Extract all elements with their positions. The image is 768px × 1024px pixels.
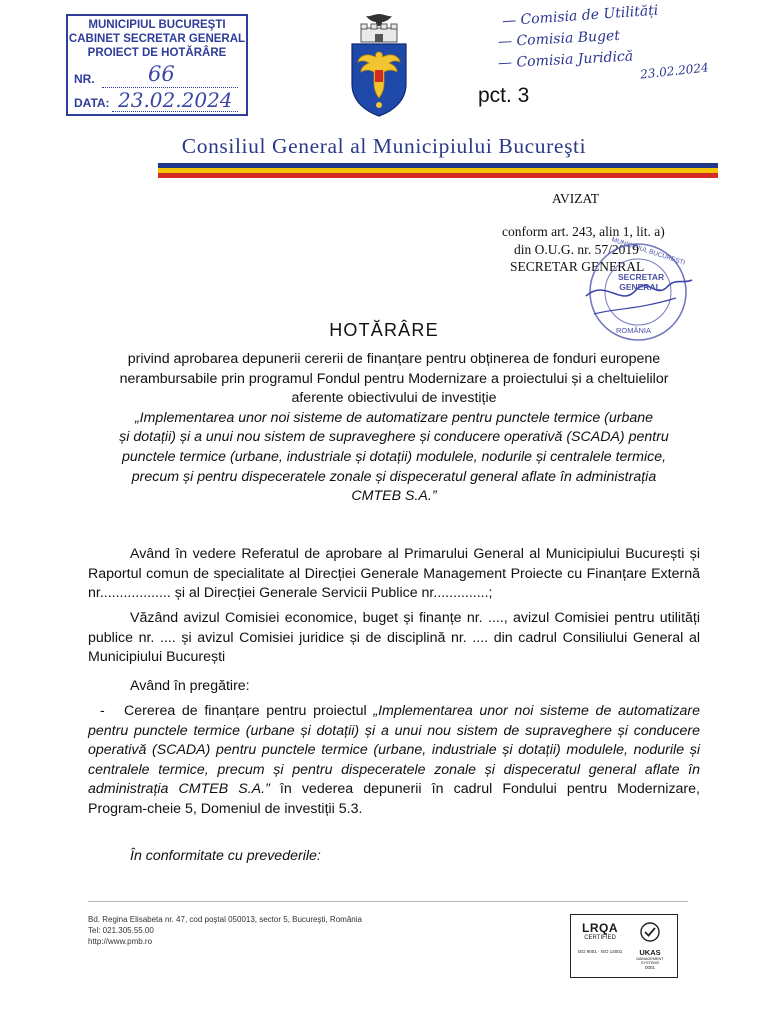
agenda-point: pct. 3 <box>478 84 530 107</box>
avizat-line-3: SECRETAR GENERAL <box>510 259 645 274</box>
handwritten-note-2: — Comisia Buget <box>497 27 621 51</box>
lrqa-iso: ISO 9001 · ISO 14001 <box>577 949 623 954</box>
footer-website: http://www.pmb.ro <box>88 937 153 946</box>
funding-request-tail: în vederea depunerii în cadrul Fondului pentru Modernizare, Program-cheie 5, Domeniul de investiții 5.3. <box>88 781 700 817</box>
footer-address: Bd. Regina Elisabeta nr. 47, cod poştal 050013, sector 5, Bucureşti, România <box>88 915 362 924</box>
subject-italic-4: precum și pentru dispeceratele zonale și dispeceratul general aflate în administrația <box>131 468 657 485</box>
funding-request-lead: Cererea de finanțare pentru proiectul <box>124 703 374 719</box>
stamp-date-label: DATA: <box>74 96 110 110</box>
stamp-nr-label: NR. <box>74 72 95 86</box>
tricolor-red <box>158 173 718 178</box>
list-dash: - <box>100 703 105 719</box>
seal-ring-text: MUNICIPIUL BUCUREŞTI <box>610 236 686 267</box>
seal-center-line-2: GENERAL <box>619 282 661 292</box>
seal-center-line-1: SECRETAR <box>618 272 665 282</box>
paragraph-having-regard: Având în vedere Referatul de aprobare al Primarului General al Municipiului București și Raportul comun de specialitate al Direcției Generale Management Proiecte cu Finanțare Externă nr.................. și al Direcției Generale Servicii Publice nr..............; <box>88 546 700 602</box>
ukas-crown-icon <box>639 921 661 943</box>
document-title: HOTĂRÂRE <box>329 320 439 340</box>
lrqa-certified: CERTIFIED <box>584 935 616 941</box>
ukas-logo <box>629 921 671 970</box>
avizat-title: AVIZAT <box>552 191 599 206</box>
ukas-number: 0001 <box>644 965 655 970</box>
paragraph-funding-request <box>88 702 700 820</box>
funding-request-project: „Implementarea unor noi sisteme de automatizare pentru punctele termice (urbane și dotații) și a unui nou sistem de supraveghere și conducere operativă (SCADA) pentru punctele termice (urbane, industriale și dotații) modulele, nodurile și centralele termice, precum și pentru dispeceratele zonale și dispeceratul general aflate în administrația CMTEB S.A.” <box>88 703 700 798</box>
stamp-line-1: MUNICIPIUL BUCUREŞTI <box>88 19 226 31</box>
paragraph-seeing-opinions: Văzând avizul Comisiei economice, buget și finanțe nr. ...., avizul Comisiei pentru utilități publice nr. .... și avizul Comisiei juridice și de disciplină nr. .... din cadrul Consiliului General al Municipiului București <box>88 610 700 666</box>
footer-contact <box>88 914 362 947</box>
stamp-nr-value: 66 <box>148 62 175 86</box>
registration-stamp <box>66 14 248 116</box>
paragraph-in-preparation: Având în pregătire: <box>130 678 250 694</box>
subject-italic-1: „Implementarea unor noi sisteme de automatizare pentru punctele termice (urbane <box>134 409 654 426</box>
council-name: Consiliul General al Municipiului Bucureşti <box>181 134 587 158</box>
document-subject <box>88 350 700 507</box>
lrqa-text: LRQA <box>582 921 618 935</box>
ukas-sub: MANAGEMENT SYSTEMS <box>636 957 664 965</box>
footer-divider <box>88 901 688 902</box>
subject-italic-2: și dotații) și a unui nou sistem de supraveghere și conducere operativă (SCADA) pentru <box>119 429 669 446</box>
subject-line-3: aferente obiectivului de investiție <box>291 390 497 407</box>
seal-bottom-text: ROMÂNIA <box>616 326 652 335</box>
avizat-line-1: conform art. 243, alin 1, lit. a) <box>502 224 665 239</box>
handwritten-date: 23.02.2024 <box>639 60 710 82</box>
subject-italic-3: punctele termice (urbane, industriale și dotații) modulele, nodurile și centralele termice, <box>121 448 667 465</box>
footer-phone: Tel: 021.305.55.00 <box>88 926 154 935</box>
certification-box <box>570 914 678 978</box>
tricolor-rule <box>158 163 718 178</box>
subject-line-2: nerambursabile prin programul Fondul pentru Modernizare a proiectului și a cheltuielilor <box>119 370 669 387</box>
bucharest-coat-of-arms <box>346 10 412 120</box>
stamp-line-3: PROIECT DE HOTĂRÂRE <box>87 47 227 59</box>
handwritten-note-1: — Comisia de Utilități <box>501 2 659 30</box>
paragraph-in-accordance: În conformitate cu prevederile: <box>130 848 321 864</box>
stamp-date-value: 23.02.2024 <box>118 88 233 112</box>
lrqa-logo <box>577 921 623 954</box>
subject-line-1: privind aprobarea depunerii cererii de finanțare pentru obținerea de fonduri europene <box>127 351 661 367</box>
subject-italic-5: CMTEB S.A.” <box>351 488 437 505</box>
stamp-line-2: CABINET SECRETAR GENERAL <box>68 33 246 45</box>
ukas-text: UKAS <box>639 948 661 957</box>
avizat-line-2: din O.U.G. nr. 57/2019 <box>514 242 639 257</box>
handwritten-note-3: — Comisia Juridică <box>497 48 634 72</box>
